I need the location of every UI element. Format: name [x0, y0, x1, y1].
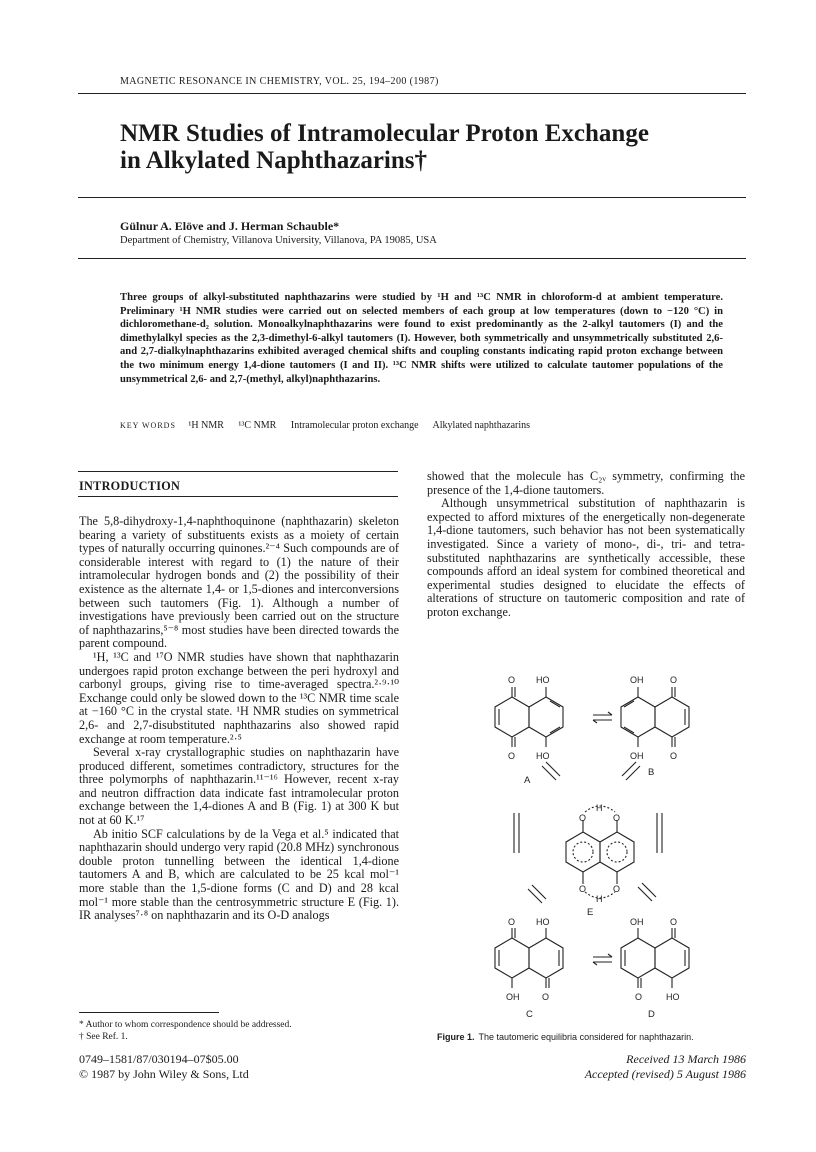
- atom-label: O: [508, 675, 516, 685]
- atom-label: O: [635, 992, 643, 1002]
- atom-label: O: [613, 884, 621, 894]
- atom-label: HO: [536, 917, 550, 927]
- footnote: † See Ref. 1.: [79, 1032, 128, 1042]
- paragraph: showed that the molecule has C₂ᵥ symmetry, confirming the presence of the 1,4-dione tautomers.: [427, 469, 745, 497]
- structure-a: [495, 687, 563, 747]
- keywords-label: KEY WORDS: [120, 421, 176, 430]
- atom-label: O: [508, 917, 516, 927]
- paragraph: ¹H, ¹³C and ¹⁷O NMR studies have shown that naphthazarin undergoes rapid proton exchange between the peri hydroxyl and carbonyl groups, giving rise to time-averaged spectra.²·⁹·¹⁰ Exchange could only be slowed down to the ¹³C NMR time scale at −160 °C in the crystal state. ¹H NMR studies on symmetrical 2,6- and 2,7-disubstituted naphthazarins also showed rapid exchange at room temperature.²·⁵: [79, 649, 399, 746]
- keyword: Intramolecular proton exchange: [290, 420, 419, 431]
- atom-label: O: [579, 813, 587, 823]
- footnotes: [79, 1019, 292, 1043]
- structure-label-e: E: [587, 907, 594, 918]
- keywords: [120, 420, 542, 431]
- footnote-rule: [79, 1012, 219, 1013]
- atom-label: O: [670, 917, 678, 927]
- paragraph: Several x-ray crystallographic studies on naphthazarin have produced different, sometimes contradictory, structures for the three polymorphs of naphthazarin.¹¹⁻¹⁶ However, recent x-ray and neutron diffraction data indicate fast intramolecular proton exchange between the 1,4-diones A and B (Fig. 1) at 300 K but not at 60 K.¹⁷: [79, 745, 399, 828]
- atom-label: O: [579, 884, 587, 894]
- equilibrium-arrow-ec: [528, 885, 546, 903]
- section-rule-bottom: [78, 496, 398, 497]
- atom-label: OH: [506, 992, 520, 1002]
- equilibrium-arrow-ab: [593, 712, 612, 723]
- atom-label: OH: [630, 917, 644, 927]
- atom-label: HO: [536, 751, 550, 761]
- keyword: ¹³C NMR: [238, 420, 277, 431]
- equilibrium-arrow-cd: [593, 954, 612, 965]
- caption-text: The tautomeric equilibria considered for naphthazarin.: [478, 1032, 694, 1042]
- accepted-date: Accepted (revised) 5 August 1986: [584, 1067, 746, 1081]
- copyright: © 1987 by John Wiley & Sons, Ltd: [79, 1067, 249, 1081]
- atom-label: O: [542, 992, 550, 1002]
- atom-label: O: [508, 751, 516, 761]
- equilibrium-arrow-ac: [514, 813, 519, 853]
- publication-info: [79, 1052, 249, 1082]
- atom-label: HO: [666, 992, 680, 1002]
- structure-label-b: B: [648, 767, 655, 778]
- paragraph: Although unsymmetrical substitution of naphthazarin is expected to afford mixtures of the energetically non-degenerate 1,4-dione tautomers, such behavior has not been systematically investigated. Since a variety of mono-, di-, tri- and tetra-substituted naphthazarins are synthetically accessible, these compounds afford an ideal system for combined theoretical and experimental studies designed to elucidate the effects of alterations of structure on tautomeric composition and rate of proton exchange.: [427, 496, 745, 619]
- affiliation-rule: [78, 258, 746, 259]
- structure-label-a: A: [524, 775, 531, 786]
- received-date: Received 13 March 1986: [626, 1052, 746, 1066]
- section-rule-top: [78, 471, 398, 472]
- paragraph: Ab initio SCF calculations by de la Vega et al.⁵ indicated that naphthazarin should undergo very rapid (20.8 MHz) synchronous double proton tunnelling between the identical 1,4-dione tautomers A and B, which are calculated to be 25 kcal mol⁻¹ more stable than the 1,5-dione forms (C and D) and 28 kcal mol⁻¹ more stable than the centrosymmetric structure E (Fig. 1). IR analyses⁷·⁸ on naphthazarin and its O-D analogs: [79, 826, 399, 923]
- abstract: Three groups of alkyl-substituted naphthazarins were studied by ¹H and ¹³C NMR in chloroform-d at ambient temperature. Preliminary ¹H NMR studies were carried out on selected members of each group at low temperatures (down to −120 °C) in dichloromethane-d₂ solution. Monoalkylnaphthazarins were found to exist predominantly as the 2-alkyl tautomers (I) and the dimethylalkyl species as the 2,3-dimethyl-6-alkyl tautomers (I). However, both symmetrically and unsymmetrically substituted 2,6- and 2,7-dialkylnaphthazarins exhibited averaged chemical shifts and coupling constants indicating rapid proton exchange between the two minimum energy 1,4-dione tautomers (I and II). ¹³C NMR shifts were utilized to calculate tautomer populations of the unsymmetrical 2,6- and 2,7-(methyl, alkyl)naphthazarins.: [120, 292, 723, 385]
- structure-d: [621, 928, 689, 988]
- section-heading: INTRODUCTION: [79, 479, 181, 493]
- title-rule: [78, 197, 746, 198]
- atom-label: O: [670, 675, 678, 685]
- structure-e: [566, 806, 634, 898]
- structure-label-c: C: [526, 1009, 533, 1020]
- structure-b: [621, 687, 689, 747]
- right-column: [427, 470, 745, 620]
- atom-label: HO: [536, 675, 550, 685]
- title-line-1: NMR Studies of Intramolecular Proton Exchange: [120, 120, 649, 147]
- equilibrium-arrow-ed: [638, 883, 656, 901]
- atom-label: OH: [630, 751, 644, 761]
- atom-label: H: [596, 894, 603, 904]
- issn: 0749–1581/87/030194–07$05.00: [79, 1052, 239, 1066]
- figure-caption: [437, 1032, 694, 1042]
- paper-title: [120, 120, 760, 174]
- keyword: ¹H NMR: [188, 420, 224, 431]
- header-rule: [78, 93, 746, 94]
- left-column: [79, 515, 399, 923]
- atom-label: H: [596, 803, 603, 813]
- title-line-2: in Alkylated Naphthazarins†: [120, 147, 428, 174]
- tautomer-figure: [470, 665, 730, 1027]
- affiliation: Department of Chemistry, Villanova University, Villanova, PA 19085, USA: [120, 235, 437, 246]
- footnote: * Author to whom correspondence should be addressed.: [79, 1020, 292, 1030]
- journal-header: MAGNETIC RESONANCE IN CHEMISTRY, VOL. 25, 194–200 (1987): [120, 76, 439, 87]
- equilibrium-arrow-be: [622, 762, 640, 780]
- caption-label: Figure 1.: [437, 1032, 475, 1042]
- atom-label: OH: [630, 675, 644, 685]
- authors: Gülnur A. Elöve and J. Herman Schauble*: [120, 219, 340, 233]
- paragraph: The 5,8-dihydroxy-1,4-naphthoquinone (naphthazarin) skeleton bearing a variety of substituents exists as a moiety of certain types of naturally occurring quinones.²⁻⁴ Such compounds are of considerable interest with regard to (1) the nature of their intramolecular hydrogen bonds and (2) the possibility of their existence as the alternate 1,4- or 1,5-diones and interconversions between such tautomers (Fig. 1). Although a number of investigations have previously been carried out on the structure of naphthazarins,⁵⁻⁸ most studies have been directed towards the parent compound.: [79, 514, 399, 651]
- structure-c: [495, 928, 563, 988]
- atom-label: O: [670, 751, 678, 761]
- dates: [500, 1052, 746, 1082]
- structure-label-d: D: [648, 1009, 655, 1020]
- equilibrium-arrow-bd: [657, 813, 662, 853]
- keyword: Alkylated naphthazarins: [432, 420, 531, 431]
- equilibrium-arrow-ae: [542, 762, 560, 780]
- atom-label: O: [613, 813, 621, 823]
